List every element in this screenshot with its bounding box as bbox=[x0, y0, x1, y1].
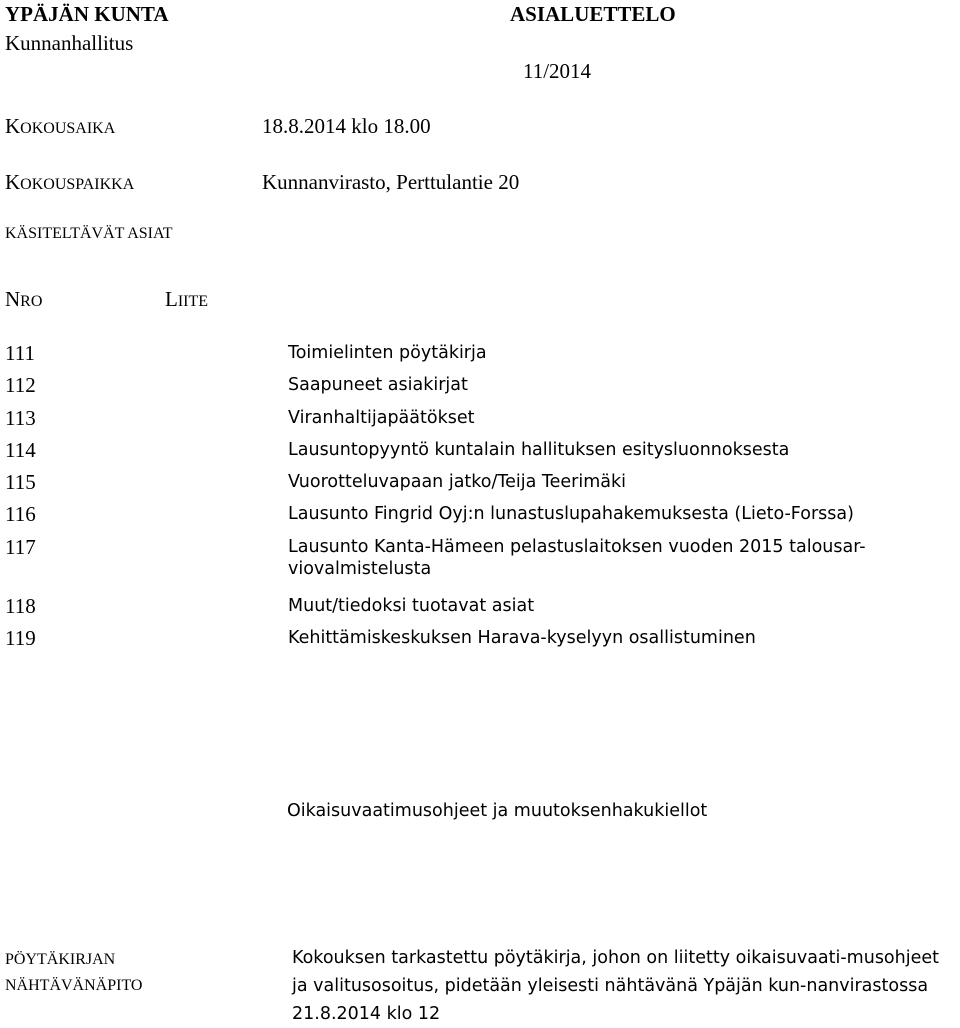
agenda-title: Kehittämiskeskuksen Harava-kyselyyn osallistuminen bbox=[288, 628, 756, 649]
agenda-number: 116 bbox=[5, 502, 36, 527]
agenda-number: 112 bbox=[5, 373, 36, 398]
agenda-title: Saapuneet asiakirjat bbox=[288, 375, 468, 396]
agenda-number: 119 bbox=[5, 626, 36, 651]
agenda-number: 114 bbox=[5, 437, 36, 462]
document-number: 11/2014 bbox=[523, 59, 592, 83]
minutes-text: Kokouksen tarkastettu pöytäkirja, johon on liitetty oikaisuvaati-musohjeet ja valitusosoitus, pidetään yleisesti nähtävänä Ypäjän kun-nanvirastossa 21.8.2014 klo 12 bbox=[292, 948, 939, 1024]
items-heading: KÄSITELTÄVÄT ASIAT bbox=[5, 225, 173, 242]
column-liite: LIITE bbox=[165, 287, 209, 311]
agenda-number: 115 bbox=[5, 470, 36, 495]
agenda-row bbox=[5, 595, 955, 627]
agenda-title: Viranhaltijapäätökset bbox=[288, 407, 475, 428]
agenda-title: Vuorotteluvapaan jatko/Teija Teerimäki bbox=[288, 472, 626, 493]
agenda-number: 117 bbox=[5, 534, 36, 559]
column-nro: NRO bbox=[5, 287, 43, 311]
agenda-number: 111 bbox=[5, 341, 35, 365]
appeal-notice: Oikaisuvaatimusohjeet ja muutoksenhakukiellot bbox=[287, 801, 708, 821]
agenda-number: 118 bbox=[5, 593, 36, 618]
agenda-row bbox=[5, 503, 955, 535]
agenda-row bbox=[5, 471, 955, 503]
document-title: ASIALUETTELO bbox=[510, 2, 676, 26]
organization-name: YPÄJÄN KUNTA bbox=[5, 2, 169, 26]
agenda-row bbox=[5, 439, 955, 471]
agenda-title: Lausuntopyyntö kuntalain hallituksen esitysluonnoksesta bbox=[288, 439, 790, 460]
agenda-row bbox=[5, 342, 955, 374]
agenda-row bbox=[5, 536, 955, 595]
minutes-label-line: PÖYTÄKIRJAN bbox=[5, 951, 116, 968]
agenda-title: Lausunto Fingrid Oyj:n lunastuslupahakemuksesta (Lieto-Forssa) bbox=[288, 504, 854, 525]
meeting-time-label: KOKOUSAIKA bbox=[5, 114, 116, 138]
agenda-title: Muut/tiedoksi tuotavat asiat bbox=[288, 595, 535, 616]
agenda-row bbox=[5, 374, 955, 406]
agenda-row bbox=[5, 407, 955, 439]
agenda-number: 113 bbox=[5, 405, 36, 430]
meeting-place-label: KOKOUSPAIKKA bbox=[5, 170, 135, 194]
agenda-title: Lausunto Kanta-Hämeen pelastuslaitoksen vuoden 2015 talousar-viovalmistelusta bbox=[288, 536, 866, 579]
meeting-place-value: Kunnanvirasto, Perttulantie 20 bbox=[262, 170, 520, 194]
agenda-list bbox=[5, 342, 955, 659]
minutes-label bbox=[5, 947, 142, 999]
minutes-label-line: NÄHTÄVÄNÄPITO bbox=[5, 977, 143, 994]
board-name: Kunnanhallitus bbox=[5, 31, 134, 55]
meeting-time-value: 18.8.2014 klo 18.00 bbox=[262, 114, 431, 138]
agenda-row bbox=[5, 627, 955, 659]
agenda-title: Toimielinten pöytäkirja bbox=[288, 343, 487, 363]
